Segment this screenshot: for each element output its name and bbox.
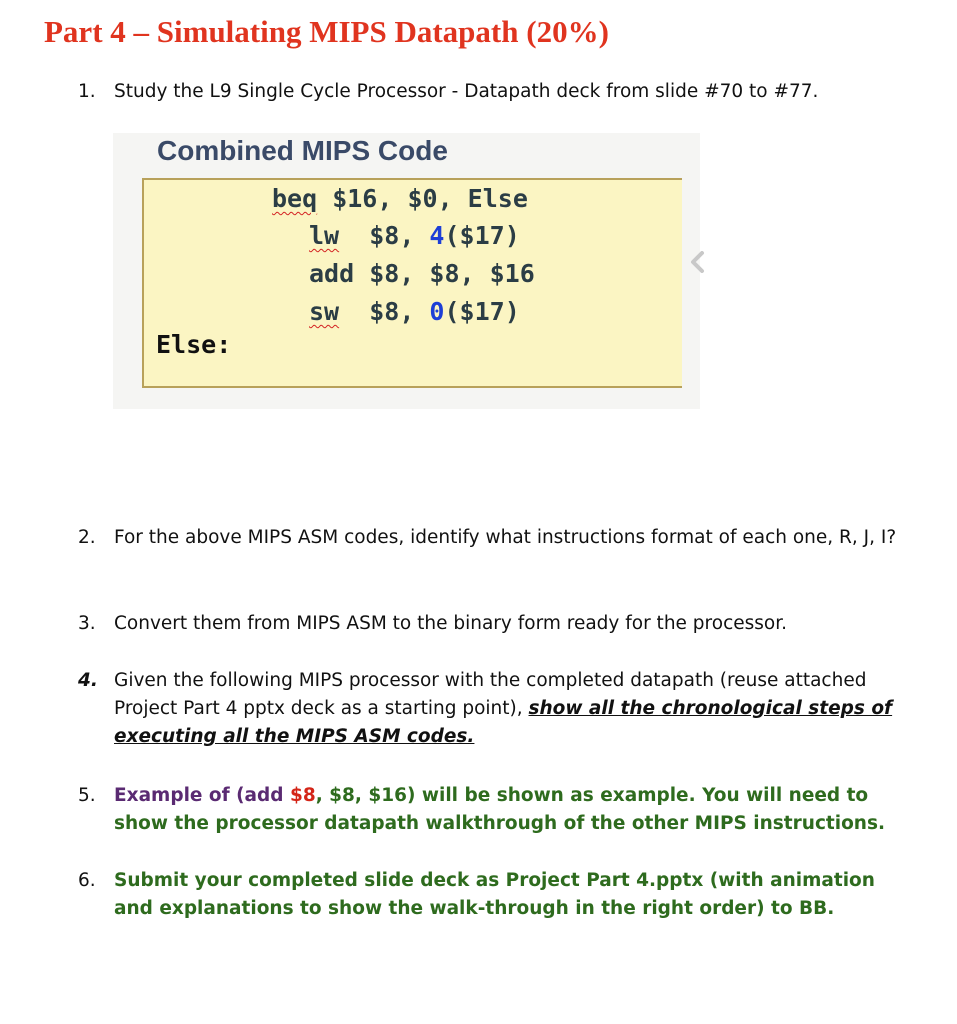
code-args: $8, <box>339 297 430 326</box>
item-text-part: Example of (add <box>114 785 290 806</box>
item-text-plain: Given the following MIPS processor with the completed datapath (reuse attached Project Part 4 pptx deck as a starting point), <box>114 670 867 719</box>
code-args: $8, $8, $16 <box>354 259 535 288</box>
item-text: For the above MIPS ASM codes, identify what instructions format of each one, R, J, I? <box>114 527 897 548</box>
item-number: 1. <box>78 81 96 102</box>
code-line <box>309 293 520 331</box>
item-number: 5. <box>78 785 96 806</box>
code-line <box>309 255 535 293</box>
code-line <box>272 180 528 218</box>
item-number: 3. <box>78 613 96 634</box>
code-op: lw <box>309 221 340 250</box>
code-args: $16, $0, Else <box>317 184 528 213</box>
page-title: Part 4 – Simulating MIPS Datapath (20%) <box>44 14 609 49</box>
item-text: Submit your completed slide deck as Project Part 4.pptx (with animation and explanations to show the walk-through in the right order) to BB. <box>114 870 875 919</box>
code-args: ($17) <box>444 221 520 250</box>
code-args: ($17) <box>444 297 520 326</box>
item-number: 2. <box>78 527 96 548</box>
chevron-left-icon[interactable] <box>689 251 705 273</box>
item-text <box>114 782 904 838</box>
else-label: Else: <box>156 330 232 359</box>
item-text <box>114 667 904 751</box>
code-op: add <box>309 259 355 288</box>
item-text: Convert them from MIPS ASM to the binary form ready for the processor. <box>114 613 788 634</box>
item-text-highlight: $8 <box>289 785 316 806</box>
item-text-part: , $8, $16) will be shown as example. You will need to show the processor datapath walkthrough of the other MIPS instructions. <box>114 785 886 834</box>
item-number: 4. <box>78 670 98 691</box>
code-op: sw <box>309 297 340 326</box>
item-text-emphasis: show all the chronological steps of executing all the MIPS ASM codes. <box>114 698 893 747</box>
code-op: beq <box>272 184 318 213</box>
code-line <box>309 217 520 255</box>
item-text: Study the L9 Single Cycle Processor - Datapath deck from slide #70 to #77. <box>114 81 819 102</box>
item-number: 6. <box>78 870 96 891</box>
code-box <box>142 178 682 388</box>
slide-image <box>113 133 700 409</box>
slide-title: Combined MIPS Code <box>157 135 448 166</box>
code-offset: 0 <box>429 297 445 326</box>
code-args: $8, <box>339 221 430 250</box>
code-offset: 4 <box>429 221 445 250</box>
